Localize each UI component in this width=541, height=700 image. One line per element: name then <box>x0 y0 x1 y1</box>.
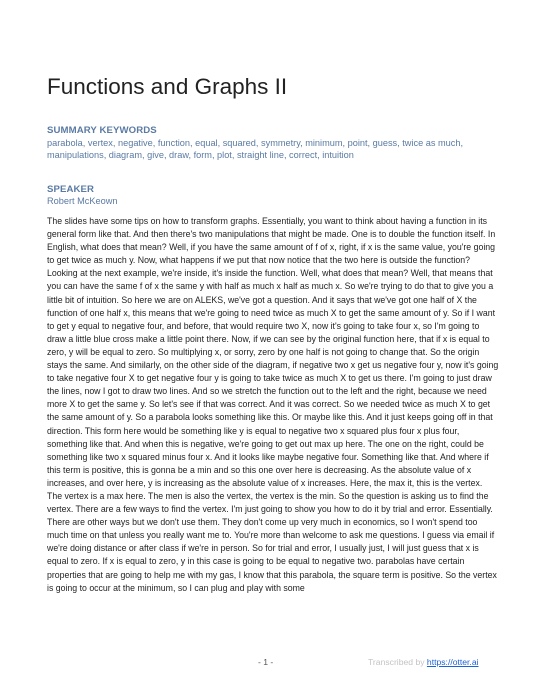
keywords-list: parabola, vertex, negative, function, equal, squared, symmetry, minimum, point, guess, twice as much, manipulations, diagram, give, draw, form, plot, straight line, correct, intuition <box>47 138 464 160</box>
speaker-name: Robert McKeown <box>47 196 118 206</box>
transcribed-by-label: Transcribed by <box>368 657 425 667</box>
speaker-heading: SPEAKER <box>47 184 95 195</box>
page-number: - 1 - <box>258 657 274 667</box>
document-page <box>47 0 497 700</box>
transcription-credit <box>368 657 479 667</box>
transcript-text: The slides have some tips on how to transform graphs. Essentially, you want to think about having a function in its general form like that. And then there's two manipulations that might be made. One is to double the function itself. In English, what does that mean? Well, if you have the same amount of f of x, right, if x is the same value, you're going to get twice as much y. Now, what happens if we put that now notice that the two here is outside the function? Looking at the next example, we're inside, it's inside the function. Well, what does that mean? Well, that means that you can have the same f of x the same y with half as much x half as much x. So we're trying to do that to give you a little bit of intuition. So here we are on ALEKS, we've got a question. And it says that we've got one half of X the function of one half x, this means that we're going to need twice as much X to get the same amount of y. So if I want to get y equal to negative four, and before, that would require two X, now it's going to take four x, so I'm going to draw a little blue cross make a little point there. Now, if we can see by the original function here, that if x is equal to zero, y will be equal to zero. So multiplying x, or sorry, zero by one half is not going to change that. So the origin stays the same. And similarly, on the other side of the diagram, if negative two x get us negative four y, now it's going to take negative four X to get negative four y is going to take twice as much X to get us there. I'm going to just draw the lines, now I got to draw two lines. And so we stretch the function out to the left and the right, because we need more X to get the same y. So let's see if that was correct. And it was correct. So we needed twice as much X to get the same amount of y. So a parabola looks something like this. Or maybe like this. And it just keeps going off in that direction. This form here would be something like y is equal to negative two x squared plus four x plus four, something like that. And when this is negative, we're going to get out max up here. The one on the right, could be something like two x squared minus four x. And it looks like maybe negative four. Something like that. And where if this term is positive, this is gonna be a min and so this one over here is decreasing. As the absolute value of x increases, and over here, y is increasing as the absolute value of x increases. Here, the max it, this is the vertex. The vertex is a max here. The men is also the vertex, the vertex is the min. So the question is asking us to find the vertex. There are a few ways to find the vertex. I'm just going to show you how to do it by trial and error. Essentially. There are other ways but we don't use them. They don't come up very much in economics, so I won't spend too much time on that unless you really want me to. You're more than welcome to ask me questions. I guess via email if we're doing distance or after class if we're in person. So for trial and error, I usually just, I will just guess that x is equal to zero. If x is equal to zero, y in this case is going to be equal to negative two. parabolas have certain properties that are going to help me with my gas, I know that this parabola, the square term is positive. So the vertex is going to occur at the minimum, so I can plug and play with some <box>47 216 499 593</box>
page-footer <box>0 657 541 671</box>
otter-link[interactable]: https://otter.ai <box>426 657 479 667</box>
document-title: Functions and Graphs II <box>47 74 288 99</box>
keywords-heading: SUMMARY KEYWORDS <box>47 125 157 136</box>
